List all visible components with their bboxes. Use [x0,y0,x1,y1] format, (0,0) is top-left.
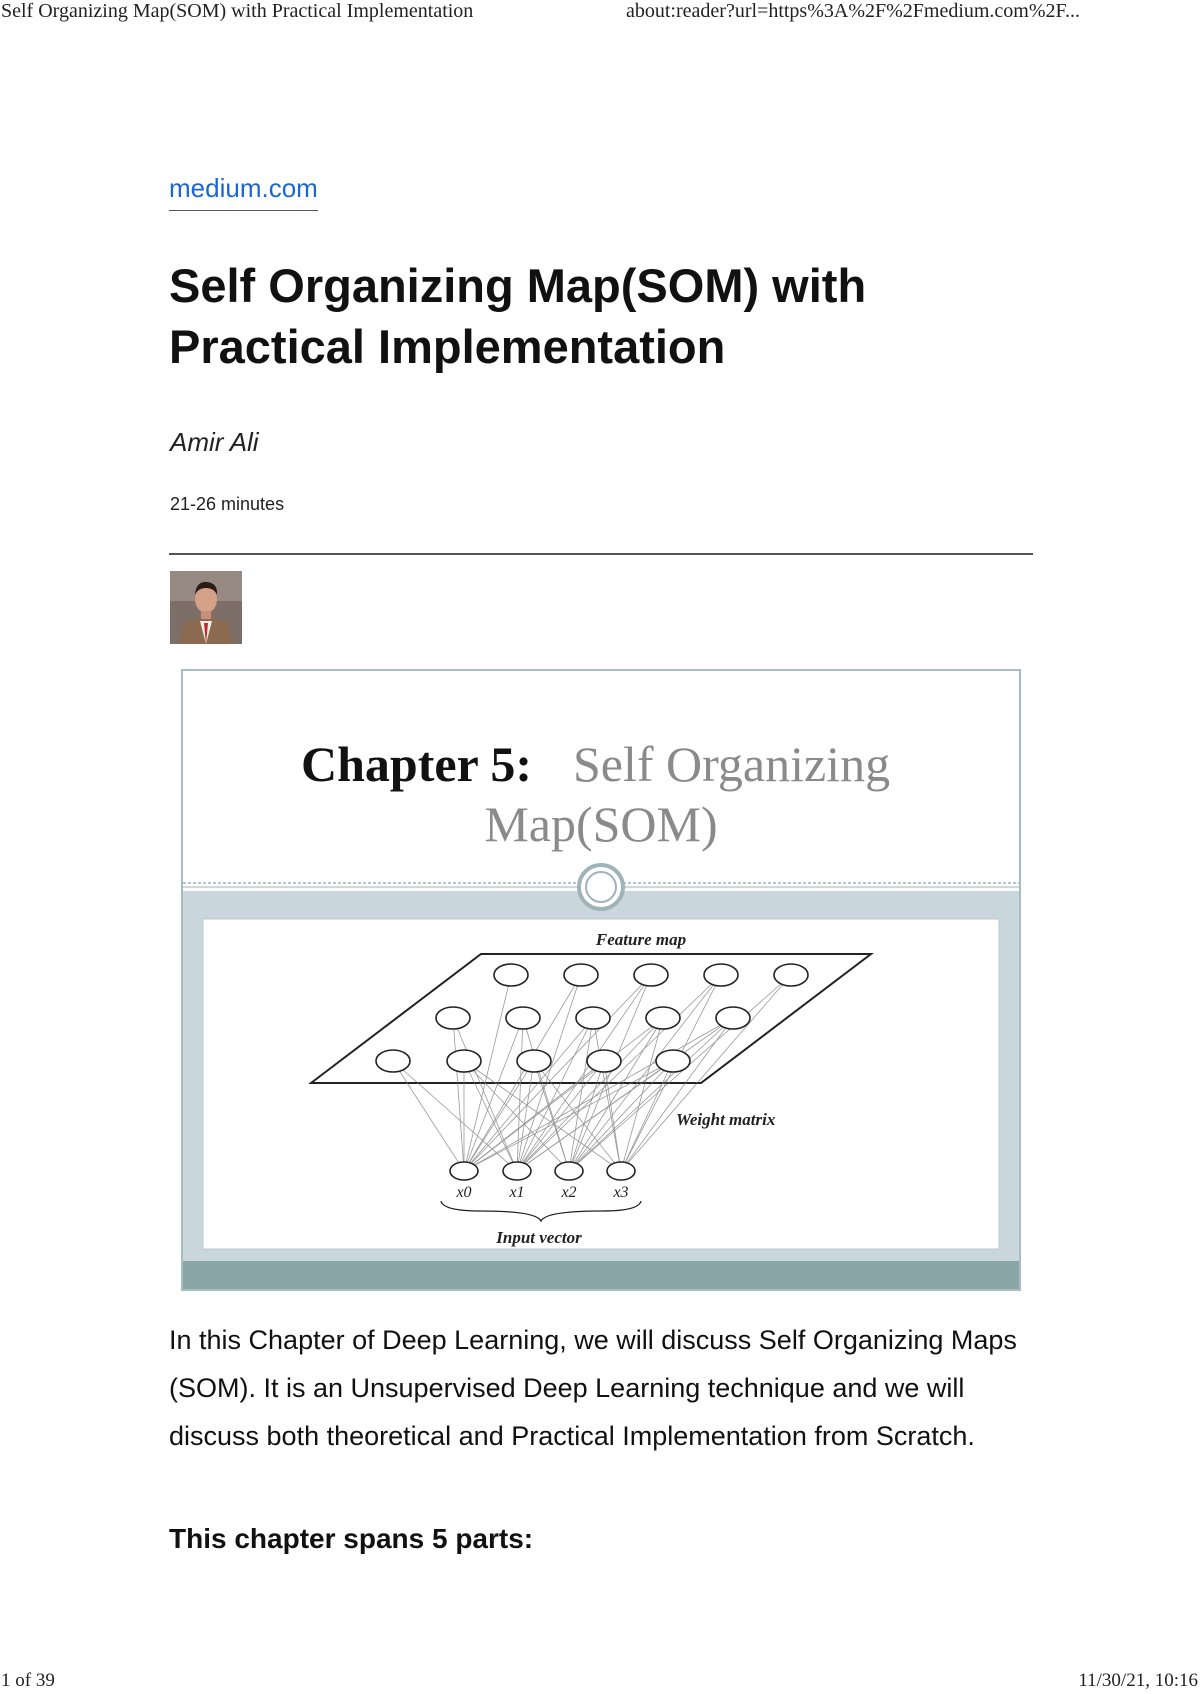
intro-paragraph: In this Chapter of Deep Learning, we will discuss Self Organizing Maps (SOM). It is an Unsupervised Deep Learning technique and we will discuss both theoretical and Practical Implementation from Scratch. [169,1325,1017,1451]
slide-title-line1: Self Organizing [573,736,891,792]
slide-title-line2: Map(SOM) [484,796,718,852]
input-vector-label: Input vector [496,1228,582,1247]
source-domain-link[interactable]: medium.com [169,173,318,211]
input-label-x3: x3 [613,1184,629,1201]
print-page-title: Self Organizing Map(SOM) with Practical Implementation [1,0,474,22]
som-chapter-slide [181,669,1021,1291]
print-url: about:reader?url=https%3A%2F%2Fmedium.com%2F... [626,0,1081,22]
input-label-x0: x0 [456,1184,472,1201]
reading-time: 21-26 minutes [170,494,285,514]
print-timestamp: 11/30/21, 10:16 [1078,1670,1198,1691]
article-title: Self Organizing Map(SOM) with Practical Implementation [169,259,867,373]
weight-matrix-label: Weight matrix [676,1110,776,1129]
hero-image [181,669,1021,1291]
header-divider [169,553,1033,555]
input-label-x1: x1 [509,1184,525,1201]
author-avatar [170,571,242,644]
page-count: 1 of 39 [1,1670,55,1691]
section-heading: This chapter spans 5 parts: [169,1523,534,1554]
print-footer [0,1670,1200,1694]
print-header [0,0,1200,26]
input-label-x2: x2 [561,1184,577,1201]
feature-map-label: Feature map [595,930,687,949]
article-author: Amir Ali [170,427,259,457]
slide-chapter-label: Chapter 5: [301,736,533,792]
author-avatar-icon [170,571,242,644]
